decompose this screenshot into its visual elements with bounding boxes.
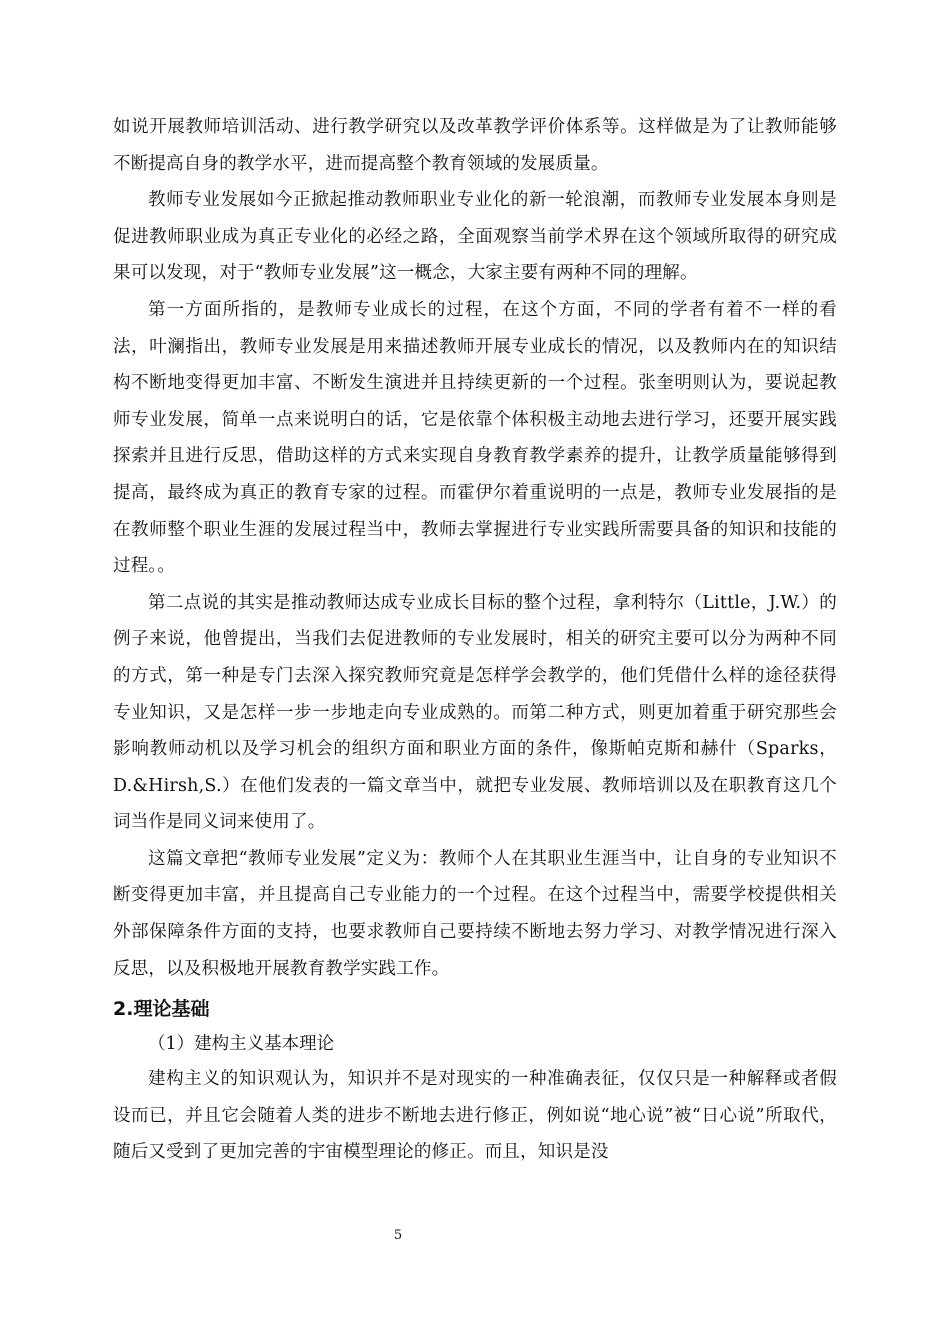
paragraph-continued: 如说开展教师培训活动、进行教学研究以及改革教学评价体系等。这样做是为了让教师能够不断提高自身的教学水平，进而提高整个教育领域的发展质量。 [113,117,837,174]
paragraph-first-understanding: 第一方面所指的，是教师专业成长的过程，在这个方面，不同的学者有着不一样的看法，叶澜指出，教师专业发展是用来描述教师开展专业成长的情况，以及教师内在的知识结构不断地变得更加丰富、不断发生演进并且持续更新的一个过程。张奎明则认为，要说起教师专业发展，简单一点来说明白的话，它是依靠个体积极主动地去进行学习，还要开展实践探索并且进行反思，借助这样的方式来实现自身教育教学素养的提升，让教学质量能够得到提高，最终成为真正的教育专家的过程。而霍伊尔着重说明的一点是，教师专业发展指的是在教师整个职业生涯的发展过程当中，教师去掌握进行专业实践所需要具备的知识和技能的过程。。 [113,299,837,577]
paragraph-second-understanding: 第二点说的其实是推动教师达成专业成长目标的整个过程，拿利特尔（Little，J.W.）的例子来说，他曾提出，当我们去促进教师的专业发展时，相关的研究主要可以分为两种不同的方式，第一种是专门去深入探究教师究竟是怎样学会教学的，他们凭借什么样的途径获得专业知识，又是怎样一步一步地走向专业成熟的。而第二种方式，则更加着重于研究那些会影响教师动机以及学习机会的组织方面和职业方面的条件，像斯帕克斯和赫什（Sparks，D.&Hirsh,S.）在他们发表的一篇文章当中，就把专业发展、教师培训以及在职教育这几个词当作是同义词来使用了。 [113,592,837,833]
page-number: 5 [393,1228,403,1243]
paragraph-constructivism: 建构主义的知识观认为，知识并不是对现实的一种准确表征，仅仅只是一种解释或者假设而已，并且它会随着人类的进步不断地去进行修正，例如说“地心说”被“日心说”所取代，随后又受到了更加完善的宇宙模型理论的修正。而且，知识是没 [113,1069,837,1163]
document-body [113,109,837,1171]
paragraph-definition-overview: 教师专业发展如今正掀起推动教师职业专业化的新一轮浪潮，而教师专业发展本身则是促进教师职业成为真正专业化的必经之路，全面观察当前学术界在这个领域所取得的研究成果可以发现，对于“教师专业发展”这一概念，大家主要有两种不同的理解。 [113,190,837,284]
subsection-heading: （1）建构主义基本理论 [148,1034,335,1055]
paragraph-article-definition: 这篇文章把“教师专业发展”定义为：教师个人在其职业生涯当中，让自身的专业知识不断变得更加丰富，并且提高自己专业能力的一个过程。在这个过程当中，需要学校提供相关外部保障条件方面的支持，也要求教师自己要持续不断地去努力学习、对教学情况进行深入反思，以及积极地开展教育教学实践工作。 [113,848,837,979]
section-heading: 2.理论基础 [113,998,210,1021]
